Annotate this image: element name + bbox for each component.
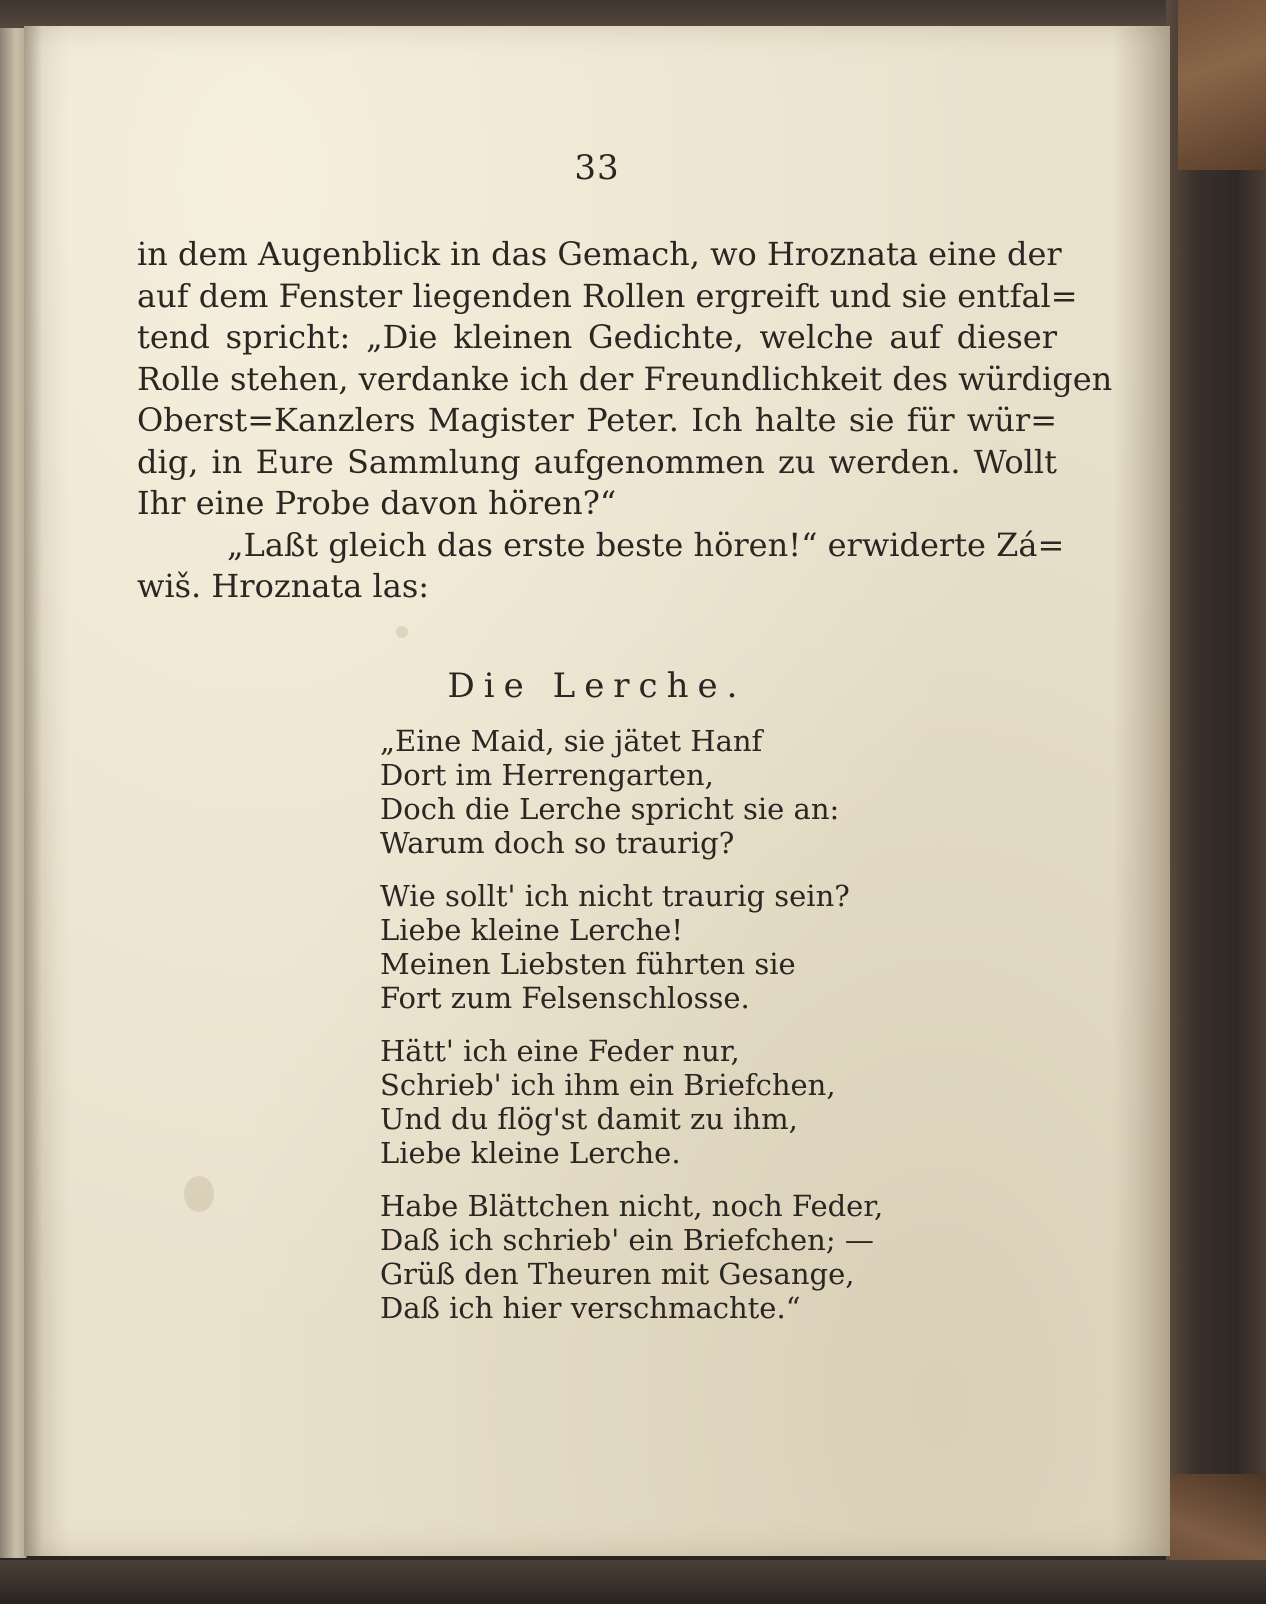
poem-line: Daß ich schrieb' ein Briefchen; —	[380, 1223, 874, 1257]
book-page	[24, 26, 1170, 1556]
poem-line: Doch die Lerche spricht sie an:	[380, 792, 840, 826]
poem-line: Und du flög'st damit zu ihm,	[380, 1102, 798, 1136]
page-gutter-shadow	[24, 26, 42, 1556]
poem-line: Liebe kleine Lerche.	[380, 1136, 681, 1170]
book-cover-edge	[1166, 0, 1266, 1604]
prose-line: Ihr eine Probe davon hören?“	[137, 484, 617, 522]
poem-line: Liebe kleine Lerche!	[380, 913, 683, 947]
paper-stain	[184, 1176, 214, 1212]
poem-line: Habe Blättchen nicht, noch Feder,	[380, 1189, 884, 1223]
poem-line: Wie sollt' ich nicht traurig sein?	[380, 879, 850, 913]
poem-line: Grüß den Theuren mit Gesange,	[380, 1257, 855, 1291]
prose-line: Rolle stehen, verdanke ich der Freundlichkeit des würdigen	[137, 359, 1113, 398]
poem-line: Daß ich hier verschmachte.“	[380, 1291, 801, 1325]
paper-stain	[396, 626, 408, 638]
page-number: 33	[574, 148, 620, 188]
previous-page-edge	[0, 28, 27, 1558]
prose-line: dig, in Eure Sammlung aufgenommen zu werden. Wollt	[137, 442, 1057, 481]
poem-stanza	[380, 1034, 883, 1170]
prose-line: tend spricht: „Die kleinen Gedichte, welche auf dieser	[137, 318, 1057, 356]
poem-line: Warum doch so traurig?	[380, 826, 735, 860]
poem-stanza	[380, 1189, 883, 1325]
poem-line: Fort zum Felsenschlosse.	[380, 981, 750, 1015]
prose-line: auf dem Fenster liegenden Rollen ergreift und sie entfal=	[137, 276, 1078, 315]
book-cover-bottom	[0, 1560, 1266, 1604]
poem	[380, 724, 883, 1344]
poem-stanza	[380, 724, 883, 860]
poem-line: Hätt' ich eine Feder nur,	[380, 1034, 740, 1068]
poem-title: Die Lerche.	[447, 666, 747, 706]
prose-line: „Laßt gleich das erste beste hören!“ erwiderte Zá=	[227, 525, 1065, 564]
prose-line: wiš. Hroznata las:	[137, 567, 430, 605]
prose-paragraph	[137, 234, 1113, 608]
poem-line: „Eine Maid, sie jätet Hanf	[380, 724, 763, 758]
prose-line: Oberst=Kanzlers Magister Peter. Ich halte sie für wür=	[137, 401, 1057, 439]
poem-stanza	[380, 879, 883, 1015]
leather-corner-top	[1178, 0, 1266, 170]
poem-line: Meinen Liebsten führten sie	[380, 947, 796, 981]
prose-line: in dem Augenblick in das Gemach, wo Hroznata eine der	[137, 235, 1062, 273]
poem-line: Dort im Herrengarten,	[380, 758, 714, 792]
poem-line: Schrieb' ich ihm ein Briefchen,	[380, 1068, 836, 1102]
